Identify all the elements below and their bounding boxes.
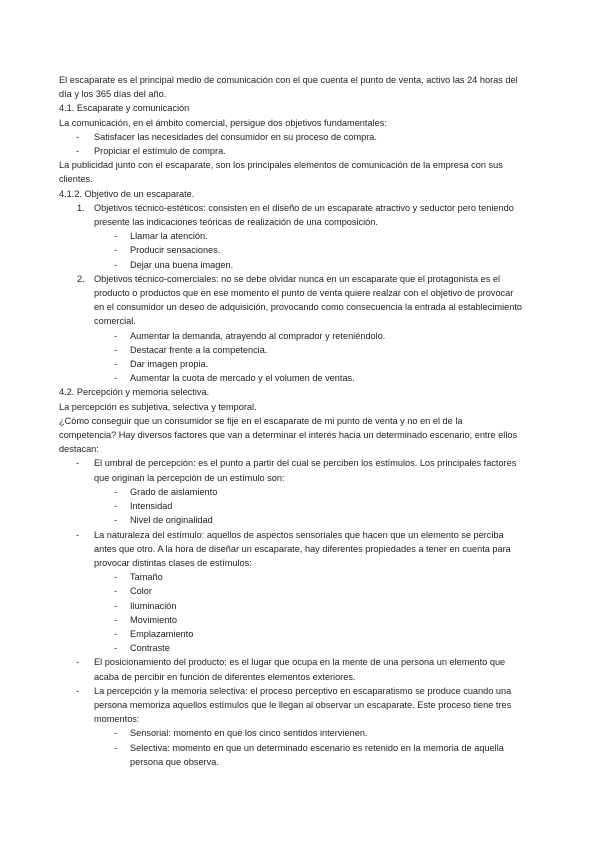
list-item: - Grado de aislamiento: [59, 485, 522, 499]
list-item: - Nivel de originalidad: [59, 513, 522, 527]
section-4-1-bullets: [59, 130, 522, 158]
section-4-2-line2: ¿Cómo conseguir que un consumidor se fije en el escaparate de mi punto de venta y no en el de la competencia? Hay diversos factores que van a determinar el interés hacia un determinado escenario, entre ellos destacan:: [59, 415, 518, 455]
factors-list: [59, 456, 522, 768]
list-item: - Propiciar el estímulo de compra.: [59, 144, 522, 158]
section-4-1-text: La comunicación, en el ámbito comercial, persigue dos objetivos fundamentales:: [59, 117, 387, 128]
list-item: - Movimiento: [59, 613, 522, 627]
section-4-2-heading: 4.2. Percepción y memoria selectiva.: [59, 387, 210, 398]
list-item: - Iluminación: [59, 599, 522, 613]
list-item: - Contraste: [59, 641, 522, 655]
objective-text: Objetivos técnico-estéticos: consisten en el diseño de un escaparate atractivo y seductor pero teniendo presente las indicaciones teóricas de realización de una composición.: [94, 202, 514, 228]
list-item: - Tamaño: [59, 570, 522, 584]
list-item: - Intensidad: [59, 499, 522, 513]
factor-item: - El umbral de percepción: es el punto a partir del cual se perciben los estímulos. Los principales factores que originan la percepción de un estímulo son:: [59, 456, 522, 484]
objectives-list: [59, 201, 522, 386]
list-item: - Color: [59, 584, 522, 598]
list-number: 1.: [77, 202, 85, 213]
list-item: - Emplazamiento: [59, 627, 522, 641]
section-4-1-closing: La publicidad junto con el escaparate, son los principales elementos de comunicación de la empresa con sus clientes.: [59, 160, 503, 185]
list-item: - Dejar una buena imagen.: [59, 258, 522, 272]
section-4-1-heading: 4.1. Escaparate y comunicación: [59, 103, 190, 114]
list-item: - Aumentar la cuota de mercado y el volumen de ventas.: [59, 371, 522, 385]
intro-paragraph: El escaparate es el principal medio de comunicación con el que cuenta el punto de venta, activo las 24 horas del día y los 365 días del año.: [59, 75, 518, 100]
objective-text: Objetivos técnico-comerciales: no se debe olvidar nunca en un escaparate que el protagonista es el producto o productos que en ese momento el punto de venta quiere realzar con el objetivo de provocar en el consumidor un deseo de adquisición, provocando como consecuencia la entrada al establecimiento comercial.: [94, 273, 522, 327]
list-number: 2.: [77, 273, 85, 284]
list-item: - Llamar la atención.: [59, 229, 522, 243]
list-item: - Aumentar la demanda, atrayendo al comprador y reteniéndolo.: [59, 329, 522, 343]
list-item: - Sensorial: momento en que los cinco sentidos intervienen.: [59, 726, 522, 740]
section-4-2-line1: La percepción es subjetiva, selectiva y temporal.: [59, 401, 257, 412]
list-item: - Dar imagen propia.: [59, 357, 522, 371]
list-item: - Satisfacer las necesidades del consumidor en su proceso de compra.: [59, 130, 522, 144]
objective-item: [59, 272, 522, 329]
factor-item: - La naturaleza del estímulo: aquellos de aspectos sensoriales que hacen que un elemento se perciba antes que otro. A la hora de diseñar un escaparate, hay diferentes propiedades a tener en cuenta para provocar distintas clases de estímulos:: [59, 528, 522, 571]
objective-item: [59, 201, 522, 229]
factor-item: - El posicionamiento del producto: es el lugar que ocupa en la mente de una persona un elemento que acaba de percibir en función de diferentes elementos exteriores.: [59, 655, 522, 683]
section-4-1-2-heading: 4.1.2. Objetivo de un escaparate.: [59, 188, 195, 199]
list-item: - Producir sensaciones.: [59, 243, 522, 257]
list-item: - Destacar frente a la competencia.: [59, 343, 522, 357]
factor-item: - La percepción y la memoria selectiva: el proceso perceptivo en escaparatismo se produce cuando una persona memoriza aquellos estímulos que le llegan al observar un escaparate. Este proceso tiene tres momentos:: [59, 684, 522, 727]
list-item: - Selectiva: momento en que un determinado escenario es retenido en la memoria de aquella persona que observa.: [59, 741, 522, 769]
